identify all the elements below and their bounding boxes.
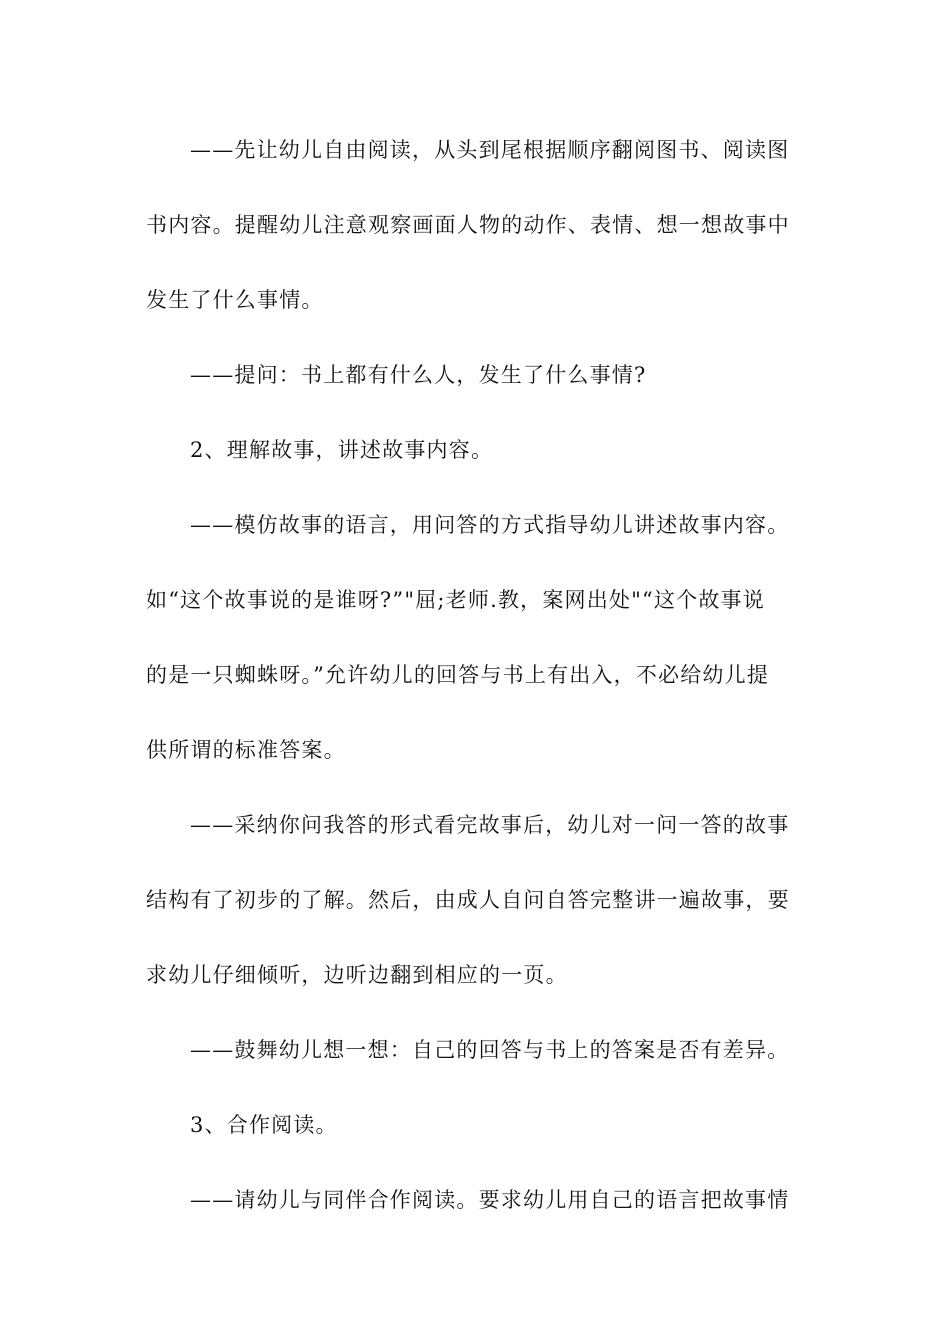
paragraph-line: ——采纳你问我答的形式看完故事后，幼儿对一问一答的故事 (190, 813, 790, 837)
paragraph-line: ——模仿故事的语言，用问答的方式指导幼儿讲述故事内容。 (190, 513, 790, 537)
paragraph-line: 如“这个故事说的是谁呀?”"屈;老师.教，案网出处"“这个故事说 (146, 588, 765, 612)
section-heading: 2、理解故事，讲述故事内容。 (190, 438, 494, 462)
section-heading: 3、合作阅读。 (190, 1113, 338, 1137)
paragraph-line: 发生了什么事情。 (146, 288, 324, 312)
paragraph-line: ——提问：书上都有什么人，发生了什么事情? (190, 363, 647, 387)
paragraph-line: 的是一只蜘蛛呀。”允许幼儿的回答与书上有出入，不必给幼儿提 (146, 663, 770, 687)
paragraph-line: 供所谓的标准答案。 (146, 738, 346, 762)
paragraph-line: 书内容。提醒幼儿注意观察画面人物的动作、表情、想一想故事中 (146, 213, 790, 237)
paragraph-line: ——鼓舞幼儿想一想：自己的回答与书上的答案是否有差异。 (190, 1038, 790, 1062)
paragraph-line: 求幼儿仔细倾听，边听边翻到相应的一页。 (146, 963, 568, 987)
paragraph-line: ——请幼儿与同伴合作阅读。要求幼儿用自己的语言把故事情 (190, 1188, 790, 1212)
paragraph-line: ——先让幼儿自由阅读，从头到尾根据顺序翻阅图书、阅读图 (190, 138, 790, 162)
paragraph-line: 结构有了初步的了解。然后，由成人自问自答完整讲一遍故事，要 (146, 888, 790, 912)
